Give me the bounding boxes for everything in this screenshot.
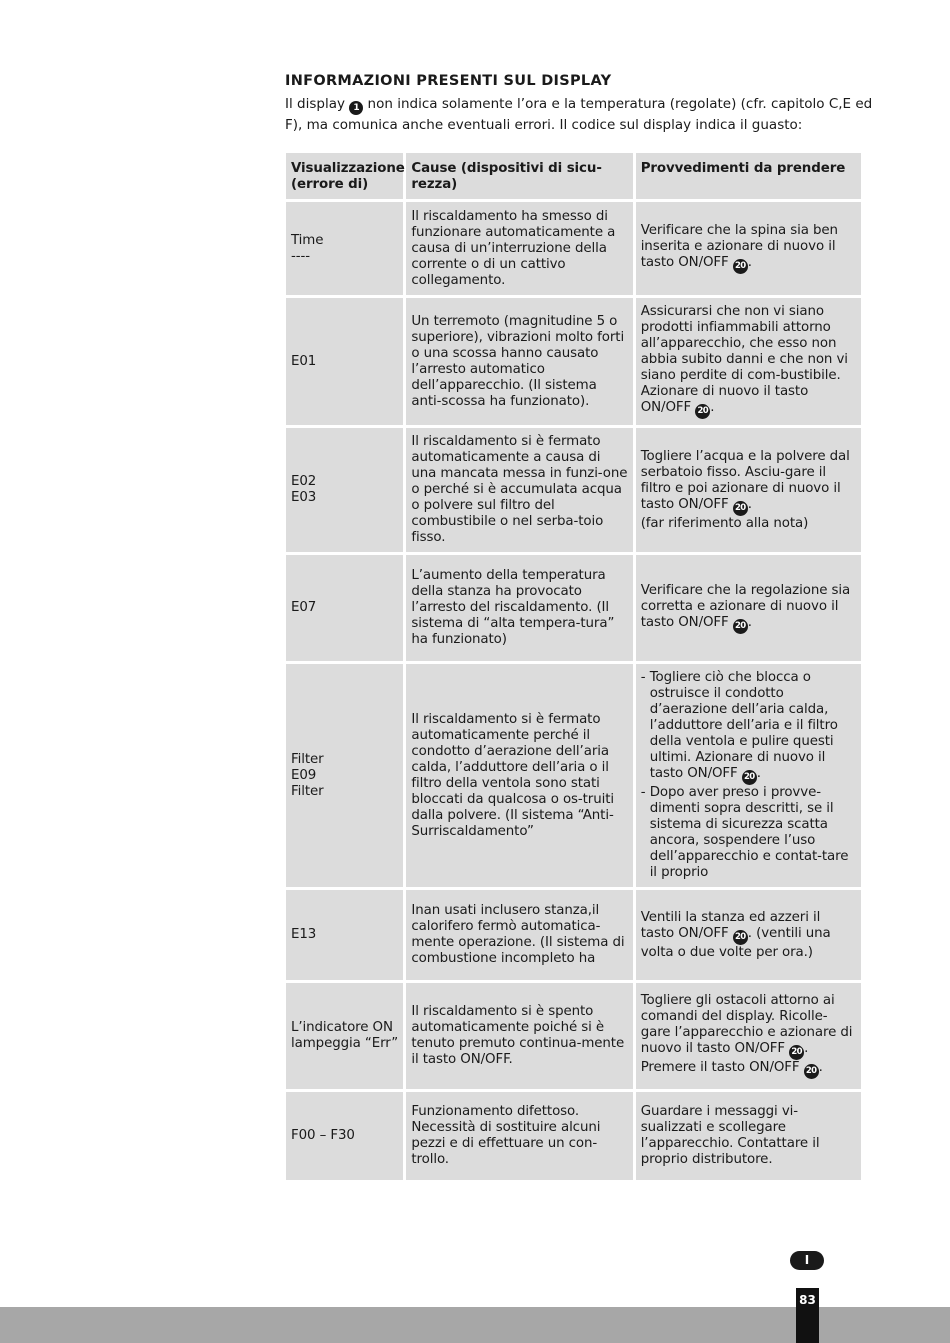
error-code: E02 E03 bbox=[286, 428, 403, 552]
action-text-end: . (ventili una volta o due volte per ora.) bbox=[640, 925, 831, 960]
error-code: L’indicatore ON lampeggia “Err” bbox=[286, 983, 403, 1089]
table-row bbox=[286, 1092, 861, 1180]
error-code: Filter E09 Filter bbox=[286, 664, 403, 887]
action-text: Premere il tasto ON/OFF bbox=[640, 1060, 804, 1075]
table-row bbox=[286, 983, 861, 1089]
action-text-end: . bbox=[747, 255, 752, 270]
error-action bbox=[636, 555, 861, 661]
table-row bbox=[286, 298, 861, 425]
error-action bbox=[636, 298, 861, 425]
table-row bbox=[286, 555, 861, 661]
language-badge: I bbox=[790, 1251, 824, 1270]
intro-text-after: non indica solamente l’ora e la temperatura (regolate) (cfr. capitolo C,E ed F), ma comunica anche eventuali errori. Il codice sul display indica il guasto: bbox=[285, 96, 873, 133]
action-text-end: . bbox=[747, 614, 752, 630]
page-number: 83 bbox=[796, 1288, 819, 1343]
action-text-end: . bbox=[818, 1060, 823, 1075]
action-list-item bbox=[641, 785, 856, 881]
button-ref-badge: 20 bbox=[695, 404, 710, 419]
error-cause: Il riscaldamento si è spento automaticamente poiché si è tenuto premuto continua-mente il tasto ON/OFF. bbox=[406, 983, 632, 1089]
table-header-row bbox=[286, 153, 861, 199]
error-code: E01 bbox=[286, 298, 403, 425]
error-action bbox=[636, 428, 861, 552]
action-text: Togliere ciò che blocca o ostruisce il condotto d’aerazione dell’aria calda, l’adduttore dell’aria e il filtro della ventola e pulire questi ultimi. Azionare di nuovo il tasto ON/OFF bbox=[649, 670, 838, 781]
action-text-end: . bbox=[710, 400, 715, 415]
action-text-end: . (far riferimento alla nota) bbox=[640, 496, 809, 531]
action-text: Togliere l’acqua e la polvere dal serbatoio fisso. Asciu-gare il filtro e poi azionare di nuovo il tasto ON/OFF bbox=[640, 448, 850, 512]
error-cause: Il riscaldamento si è fermato automaticamente a causa di una mancata messa in funzi-one o perché si è accumulata acqua o polvere sul filtro del combustibile o nel serba-toio fisso. bbox=[406, 428, 632, 552]
error-action bbox=[636, 890, 861, 980]
error-cause: Il riscaldamento si è fermato automaticamente perché il condotto d’aerazione dell’aria calda, l’adduttore dell’aria o il filtro della ventola sono stati bloccati da qualcosa o os-truiti dalla polvere. (Il sistema “Anti-Surriscaldamento” bbox=[406, 664, 632, 887]
button-ref-badge: 20 bbox=[733, 930, 748, 945]
error-action bbox=[636, 983, 861, 1089]
action-text: Dopo aver preso i provve-dimenti sopra descritti, se il sistema di sicurezza scatta ancora, sospendere l’uso dell’apparecchio e contat-tare il proprio bbox=[649, 785, 849, 880]
table-row bbox=[286, 890, 861, 980]
action-list-item bbox=[641, 670, 856, 785]
button-ref-badge: 20 bbox=[733, 619, 748, 634]
error-cause: Un terremoto (magnitudine 5 o superiore), vibrazioni molto forti o una scossa hanno causato l’arresto automatico dell’apparecchio. (Il sistema anti-scossa ha funzionato). bbox=[406, 298, 632, 425]
display-number-badge: 1 bbox=[349, 101, 363, 115]
header-display: Visualizzazione (errore di) bbox=[286, 153, 403, 199]
action-text: Verificare che la regolazione sia corretta e azionare di nuovo il tasto ON/OFF bbox=[640, 582, 851, 630]
table-row bbox=[286, 202, 861, 295]
table-row bbox=[286, 428, 861, 552]
error-action bbox=[636, 664, 861, 887]
error-codes-table bbox=[283, 150, 864, 1183]
error-code: Time ---- bbox=[286, 202, 403, 295]
error-action bbox=[636, 202, 861, 295]
section-heading: INFORMAZIONI PRESENTI SUL DISPLAY bbox=[285, 73, 612, 89]
action-text-end: . bbox=[756, 766, 761, 781]
error-cause: Funzionamento difettoso. Necessità di sostituire alcuni pezzi e di effettuare un con-trollo. bbox=[406, 1092, 632, 1180]
error-code: F00 – F30 bbox=[286, 1092, 403, 1180]
table-row bbox=[286, 664, 861, 887]
button-ref-badge: 20 bbox=[733, 501, 748, 516]
header-action: Provvedimenti da prendere bbox=[636, 153, 861, 199]
action-text: Assicurarsi che non vi siano prodotti infiammabili attorno all’apparecchio, che esso non abbia subito danni e che non vi siano perdite di com-bustibile. Azionare di nuovo il tasto ON/OFF bbox=[640, 304, 848, 415]
button-ref-badge: 20 bbox=[733, 259, 748, 274]
error-code: E13 bbox=[286, 890, 403, 980]
error-cause: L’aumento della temperatura della stanza ha provocato l’arresto del riscaldamento. (Il sistema di “alta tempera-tura” ha funzionato) bbox=[406, 555, 632, 661]
error-cause: Il riscaldamento ha smesso di funzionare automaticamente a causa di un’interruzione della corrente o di un cattivo collegamento. bbox=[406, 202, 632, 295]
action-list bbox=[641, 670, 856, 881]
error-cause: Inan usati inclusero stanza,il calorifero fermò automatica-mente operazione. (Il sistema di combustione incompleto ha bbox=[406, 890, 632, 980]
button-ref-badge: 20 bbox=[742, 770, 757, 785]
intro-text-before: Il display bbox=[285, 96, 350, 112]
intro-paragraph bbox=[285, 94, 875, 136]
error-code: E07 bbox=[286, 555, 403, 661]
header-cause: Cause (dispositivi di sicu- rezza) bbox=[406, 153, 632, 199]
action-text: Verificare che la spina sia ben inserita e azionare di nuovo il tasto ON/OFF bbox=[640, 223, 838, 270]
action-text: Togliere gli ostacoli attorno ai comandi del display. Ricolle-gare l’apparecchio e azionare di nuovo il tasto ON/OFF bbox=[640, 993, 853, 1056]
action-text-end: . bbox=[804, 1041, 809, 1056]
button-ref-badge: 20 bbox=[804, 1064, 819, 1079]
button-ref-badge: 20 bbox=[789, 1045, 804, 1060]
action-text: Ventili la stanza ed azzeri il tasto ON/OFF bbox=[640, 909, 821, 941]
error-action: Guardare i messaggi vi-sualizzati e scollegare l’apparecchio. Contattare il proprio distributore. bbox=[636, 1092, 861, 1180]
